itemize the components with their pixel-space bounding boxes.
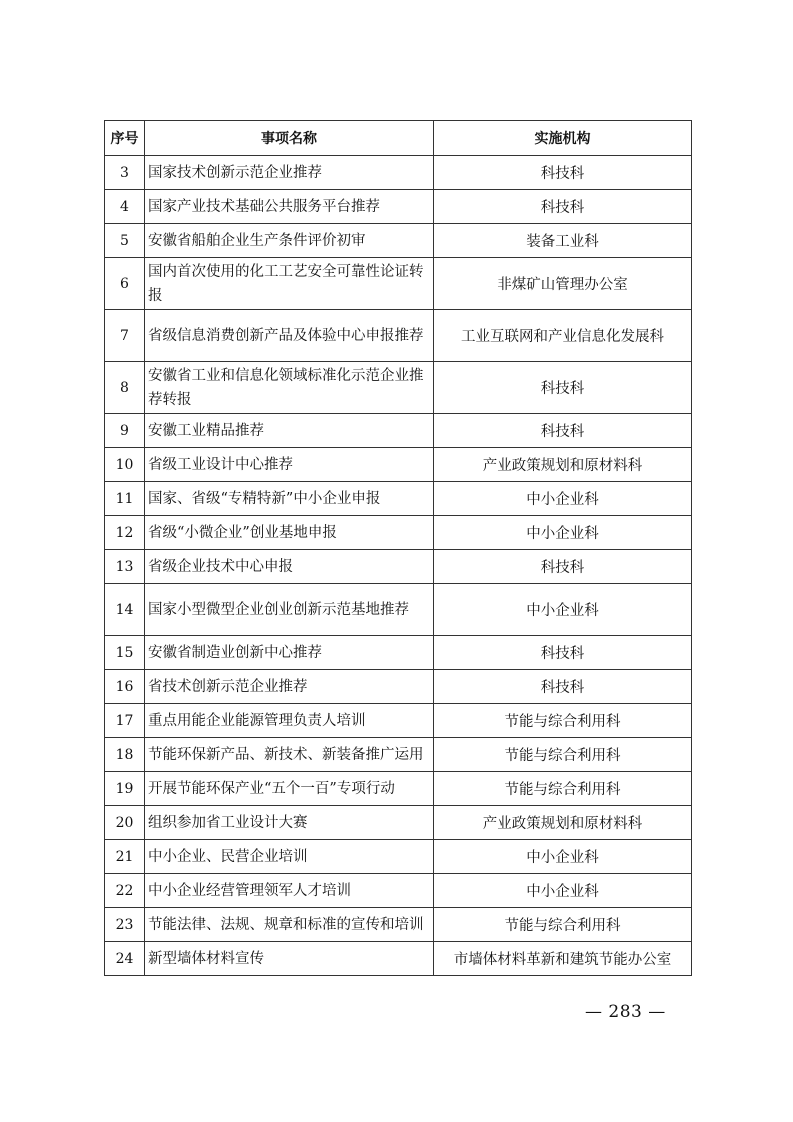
row-serial-number: 7 xyxy=(105,310,145,362)
row-item-name: 国家技术创新示范企业推荐 xyxy=(145,156,434,190)
row-implementing-agency: 装备工业科 xyxy=(434,224,692,258)
table-row xyxy=(105,482,692,516)
row-serial-number: 24 xyxy=(105,942,145,976)
row-implementing-agency: 中小企业科 xyxy=(434,584,692,636)
table-row xyxy=(105,874,692,908)
row-implementing-agency: 节能与综合利用科 xyxy=(434,704,692,738)
table-row xyxy=(105,704,692,738)
table-row xyxy=(105,908,692,942)
table-row xyxy=(105,806,692,840)
row-implementing-agency: 中小企业科 xyxy=(434,482,692,516)
table-row xyxy=(105,448,692,482)
header-item-name: 事项名称 xyxy=(145,121,434,156)
row-item-name: 安徽工业精品推荐 xyxy=(145,414,434,448)
table-row xyxy=(105,362,692,414)
document-page xyxy=(104,120,691,976)
row-item-name: 省级信息消费创新产品及体验中心申报推荐 xyxy=(145,310,434,362)
table-row xyxy=(105,550,692,584)
row-item-name: 节能法律、法规、规章和标准的宣传和培训 xyxy=(145,908,434,942)
row-serial-number: 16 xyxy=(105,670,145,704)
row-item-name: 中小企业经营管理领军人才培训 xyxy=(145,874,434,908)
row-item-name: 新型墙体材料宣传 xyxy=(145,942,434,976)
row-implementing-agency: 科技科 xyxy=(434,550,692,584)
row-implementing-agency: 中小企业科 xyxy=(434,874,692,908)
row-implementing-agency: 科技科 xyxy=(434,156,692,190)
table-row xyxy=(105,190,692,224)
table-row xyxy=(105,224,692,258)
row-implementing-agency: 工业互联网和产业信息化发展科 xyxy=(434,310,692,362)
row-serial-number: 17 xyxy=(105,704,145,738)
row-serial-number: 3 xyxy=(105,156,145,190)
row-item-name: 安徽省工业和信息化领域标准化示范企业推荐转报 xyxy=(145,362,434,414)
table-row xyxy=(105,584,692,636)
row-implementing-agency: 科技科 xyxy=(434,636,692,670)
row-item-name: 中小企业、民营企业培训 xyxy=(145,840,434,874)
table-row xyxy=(105,516,692,550)
row-serial-number: 22 xyxy=(105,874,145,908)
row-item-name: 国家产业技术基础公共服务平台推荐 xyxy=(145,190,434,224)
row-item-name: 重点用能企业能源管理负责人培训 xyxy=(145,704,434,738)
row-serial-number: 15 xyxy=(105,636,145,670)
row-item-name: 安徽省制造业创新中心推荐 xyxy=(145,636,434,670)
row-serial-number: 21 xyxy=(105,840,145,874)
row-item-name: 省级企业技术中心申报 xyxy=(145,550,434,584)
row-serial-number: 19 xyxy=(105,772,145,806)
row-serial-number: 4 xyxy=(105,190,145,224)
row-implementing-agency: 科技科 xyxy=(434,670,692,704)
row-serial-number: 13 xyxy=(105,550,145,584)
row-serial-number: 10 xyxy=(105,448,145,482)
row-item-name: 国家小型微型企业创业创新示范基地推荐 xyxy=(145,584,434,636)
row-item-name: 国家、省级“专精特新”中小企业申报 xyxy=(145,482,434,516)
page-number: — 283 — xyxy=(585,1002,666,1022)
row-implementing-agency: 市墙体材料革新和建筑节能办公室 xyxy=(434,942,692,976)
row-item-name: 开展节能环保产业“五个一百”专项行动 xyxy=(145,772,434,806)
row-serial-number: 23 xyxy=(105,908,145,942)
row-item-name: 省级工业设计中心推荐 xyxy=(145,448,434,482)
table-row xyxy=(105,156,692,190)
table-row xyxy=(105,636,692,670)
row-serial-number: 9 xyxy=(105,414,145,448)
row-implementing-agency: 节能与综合利用科 xyxy=(434,772,692,806)
header-implementing-agency: 实施机构 xyxy=(434,121,692,156)
row-serial-number: 20 xyxy=(105,806,145,840)
table-row xyxy=(105,258,692,310)
row-implementing-agency: 产业政策规划和原材料科 xyxy=(434,806,692,840)
row-implementing-agency: 中小企业科 xyxy=(434,516,692,550)
row-serial-number: 5 xyxy=(105,224,145,258)
table-row xyxy=(105,840,692,874)
row-serial-number: 12 xyxy=(105,516,145,550)
row-serial-number: 6 xyxy=(105,258,145,310)
row-serial-number: 14 xyxy=(105,584,145,636)
row-serial-number: 11 xyxy=(105,482,145,516)
table-row xyxy=(105,772,692,806)
table-row xyxy=(105,310,692,362)
table-row xyxy=(105,942,692,976)
row-implementing-agency: 节能与综合利用科 xyxy=(434,908,692,942)
table-header-row xyxy=(105,121,692,156)
row-implementing-agency: 中小企业科 xyxy=(434,840,692,874)
row-implementing-agency: 科技科 xyxy=(434,362,692,414)
table-row xyxy=(105,670,692,704)
header-serial-number: 序号 xyxy=(105,121,145,156)
row-item-name: 节能环保新产品、新技术、新装备推广运用 xyxy=(145,738,434,772)
table-row xyxy=(105,738,692,772)
row-implementing-agency: 科技科 xyxy=(434,190,692,224)
row-item-name: 省技术创新示范企业推荐 xyxy=(145,670,434,704)
row-implementing-agency: 科技科 xyxy=(434,414,692,448)
row-implementing-agency: 非煤矿山管理办公室 xyxy=(434,258,692,310)
row-item-name: 国内首次使用的化工工艺安全可靠性论证转报 xyxy=(145,258,434,310)
row-item-name: 安徽省船舶企业生产条件评价初审 xyxy=(145,224,434,258)
table-row xyxy=(105,414,692,448)
row-implementing-agency: 节能与综合利用科 xyxy=(434,738,692,772)
row-item-name: 组织参加省工业设计大赛 xyxy=(145,806,434,840)
row-serial-number: 8 xyxy=(105,362,145,414)
row-serial-number: 18 xyxy=(105,738,145,772)
row-item-name: 省级“小微企业”创业基地申报 xyxy=(145,516,434,550)
items-table xyxy=(104,120,692,976)
row-implementing-agency: 产业政策规划和原材料科 xyxy=(434,448,692,482)
